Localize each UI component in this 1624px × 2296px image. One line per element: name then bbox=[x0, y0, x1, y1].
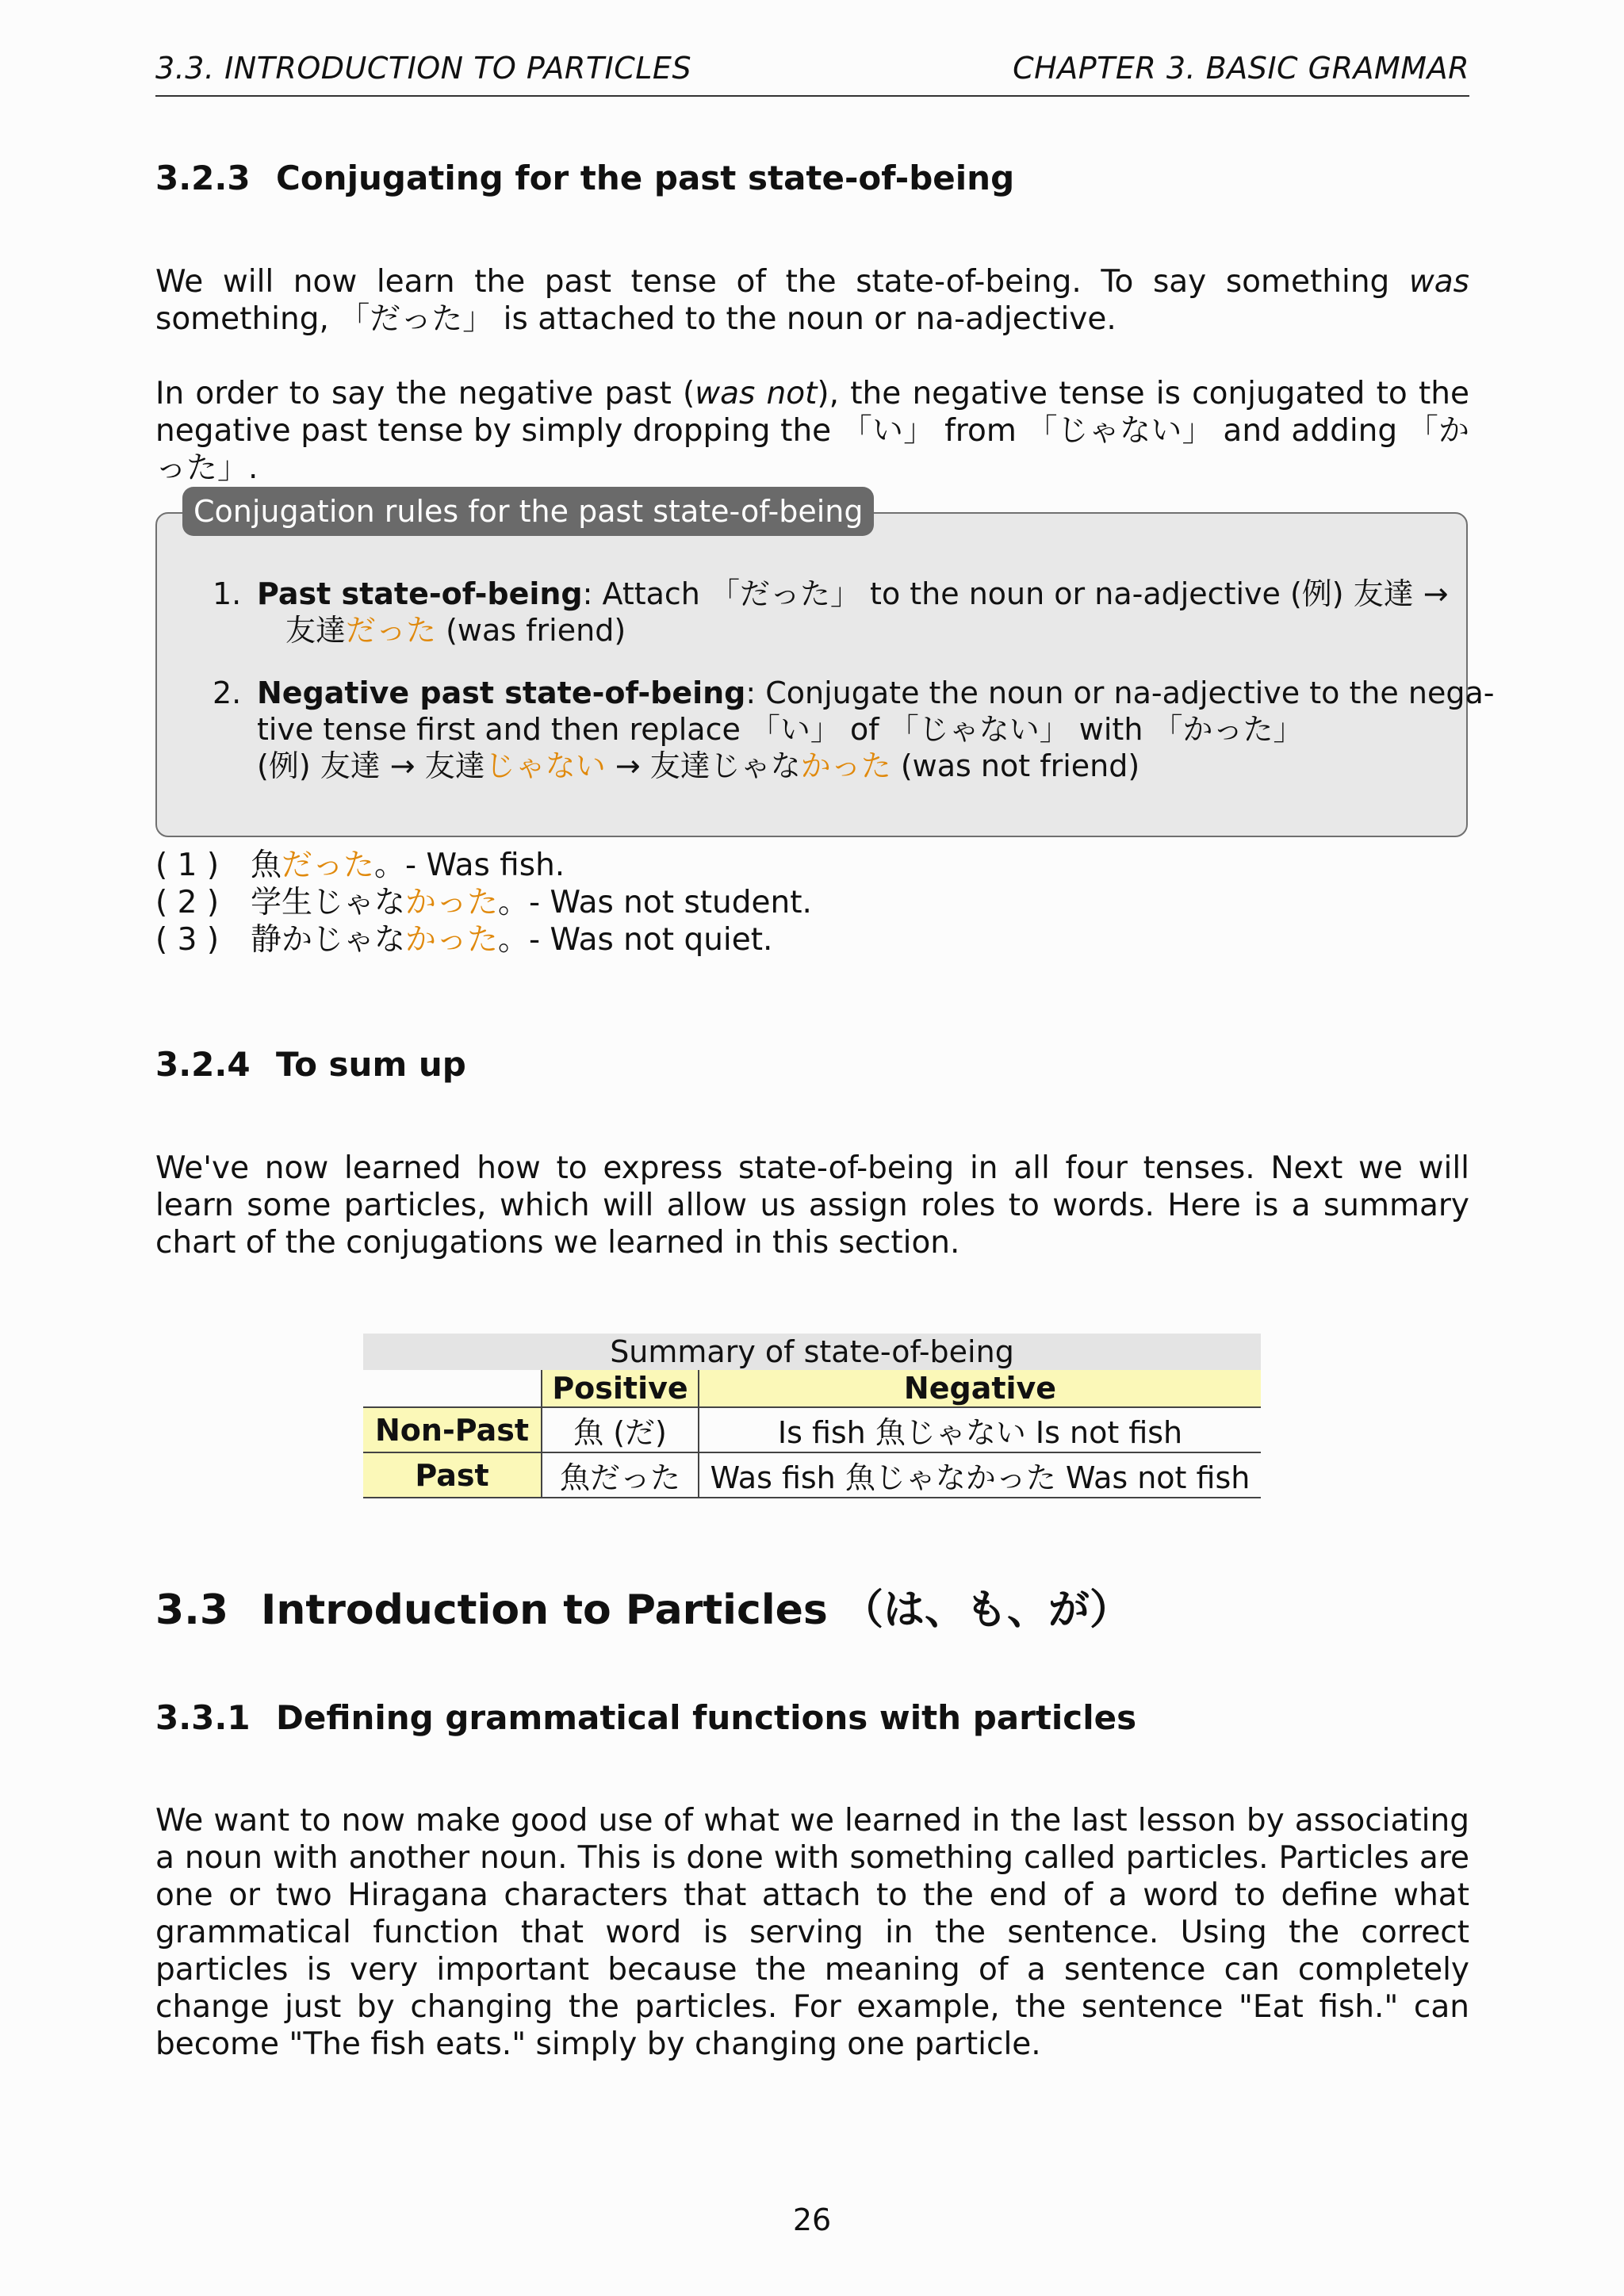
cell-nonpast-positive: 魚 (だ) bbox=[542, 1407, 699, 1452]
example-base: 静かじゃな bbox=[251, 922, 406, 958]
example-number: ( 1 ) bbox=[155, 848, 220, 883]
section-title: Defining grammatical functions with particles bbox=[276, 1698, 1137, 1737]
cell-past-positive: 魚だった bbox=[542, 1452, 699, 1498]
paragraph-particles-intro: We want to now make good use of what we learned in the last lesson by associating a noun with another noun. This is done with something called particles. Particles are one or two Hiragana characters that attach to the end of a word to define what grammatical function that word is serving in the sentence. Using the correct particles is very important because the meaning of a sentence can completely change just by changing the particles. For example, the sentence "Eat fish." can become "The fish eats." simply by changing one particle. bbox=[155, 1803, 1469, 2062]
list-item bbox=[155, 884, 812, 921]
rule-negative-past-state-of-being bbox=[213, 675, 1495, 784]
rule-number: 2. bbox=[213, 675, 242, 710]
section-title: Introduction to Particles （は、も、が） bbox=[261, 1586, 1131, 1634]
running-header-section: 3.3. INTRODUCTION TO PARTICLES bbox=[155, 51, 692, 86]
text-run: ), the negative tense is conjugated to the negative past tense by simply dropping the 「い」 from 「じゃない」 and adding 「かった」. bbox=[155, 376, 1469, 486]
running-header-chapter: CHAPTER 3. BASIC GRAMMAR bbox=[1013, 51, 1469, 86]
rule-text: : Attach 「だった」 to the noun or na-adjective (例) 友達 → bbox=[582, 576, 1449, 611]
cell-nonpast-negative: Is fish 魚じゃない Is not fish bbox=[777, 1415, 1183, 1450]
table-caption: Summary of state-of-being bbox=[363, 1334, 1261, 1370]
table-row bbox=[363, 1407, 1261, 1452]
column-header-negative: Negative bbox=[699, 1370, 1261, 1407]
example-highlight: かった bbox=[405, 922, 499, 958]
emphasis: was not bbox=[695, 376, 818, 411]
example-base: 友達 bbox=[285, 613, 347, 648]
text-run: We will now learn the past tense of the state-of-being. To say something bbox=[155, 264, 1409, 300]
list-item bbox=[155, 847, 812, 884]
example-list bbox=[155, 847, 812, 959]
example-highlight: だった bbox=[346, 613, 437, 648]
example-gloss: (was friend) bbox=[436, 613, 626, 648]
rule-text-continued: tive tense first and then replace 「い」 of 「じゃない」 with 「かった」 bbox=[257, 712, 1304, 747]
example-number: ( 2 ) bbox=[155, 885, 220, 920]
example-arrow: → 友達じゃな bbox=[605, 748, 801, 783]
section-number: 3.3.1 bbox=[155, 1698, 251, 1737]
section-heading-3-3-1 bbox=[155, 1698, 1136, 1737]
list-item bbox=[155, 921, 812, 959]
section-number: 3.2.4 bbox=[155, 1045, 251, 1084]
row-header-nonpast: Non-Past bbox=[363, 1407, 542, 1452]
table-row bbox=[363, 1452, 1261, 1498]
example-highlight: かった bbox=[800, 748, 891, 783]
example-prefix: (例) 友達 → 友達 bbox=[257, 748, 485, 783]
example-gloss: 。- Was fish. bbox=[374, 848, 565, 883]
section-title: Conjugating for the past state-of-being bbox=[276, 159, 1015, 197]
rule-text: : Conjugate the noun or na-adjective to the nega- bbox=[745, 675, 1495, 710]
section-number: 3.2.3 bbox=[155, 159, 251, 197]
paragraph-negative-past bbox=[155, 375, 1469, 487]
cell-past-negative: Was fish 魚じゃなかった Was not fish bbox=[710, 1460, 1251, 1495]
example-gloss: (was not friend) bbox=[891, 748, 1140, 783]
section-number: 3.3 bbox=[155, 1586, 229, 1634]
example-gloss: 。- Was not student. bbox=[498, 885, 812, 920]
section-title: To sum up bbox=[276, 1045, 466, 1084]
row-header-past: Past bbox=[363, 1452, 542, 1498]
rule-label: Negative past state-of-being bbox=[257, 675, 746, 710]
summary-table bbox=[363, 1334, 1261, 1498]
example-highlight: じゃない bbox=[485, 748, 606, 783]
rule-past-state-of-being bbox=[213, 576, 1450, 649]
conjugation-rules-box-title: Conjugation rules for the past state-of-being bbox=[182, 487, 874, 536]
text-run: something, 「だった」 is attached to the noun or na-adjective. bbox=[155, 301, 1116, 337]
header-rule bbox=[155, 95, 1469, 97]
rule-label: Past state-of-being bbox=[257, 576, 583, 611]
example-number: ( 3 ) bbox=[155, 922, 220, 958]
paragraph-sum-up: We've now learned how to express state-of-being in all four tenses. Next we will learn some particles, which will allow us assign roles to words. Here is a summary chart of the conjugations we learned in this section. bbox=[155, 1150, 1469, 1261]
example-highlight: かった bbox=[405, 885, 499, 920]
example-base: 魚 bbox=[251, 848, 282, 883]
section-heading-3-2-3 bbox=[155, 159, 1014, 197]
rule-number: 1. bbox=[213, 576, 242, 611]
emphasis: was bbox=[1408, 264, 1469, 300]
column-header-positive: Positive bbox=[542, 1370, 699, 1407]
section-heading-3-3 bbox=[155, 1576, 1131, 1636]
example-gloss: 。- Was not quiet. bbox=[498, 922, 773, 958]
example-highlight: だった bbox=[282, 848, 375, 883]
example-base: 学生じゃな bbox=[251, 885, 406, 920]
text-run: In order to say the negative past ( bbox=[155, 376, 695, 411]
page-number: 26 bbox=[792, 2202, 832, 2237]
table-corner bbox=[363, 1370, 542, 1407]
section-heading-3-2-4 bbox=[155, 1045, 466, 1084]
paragraph-past-tense-intro bbox=[155, 263, 1469, 338]
